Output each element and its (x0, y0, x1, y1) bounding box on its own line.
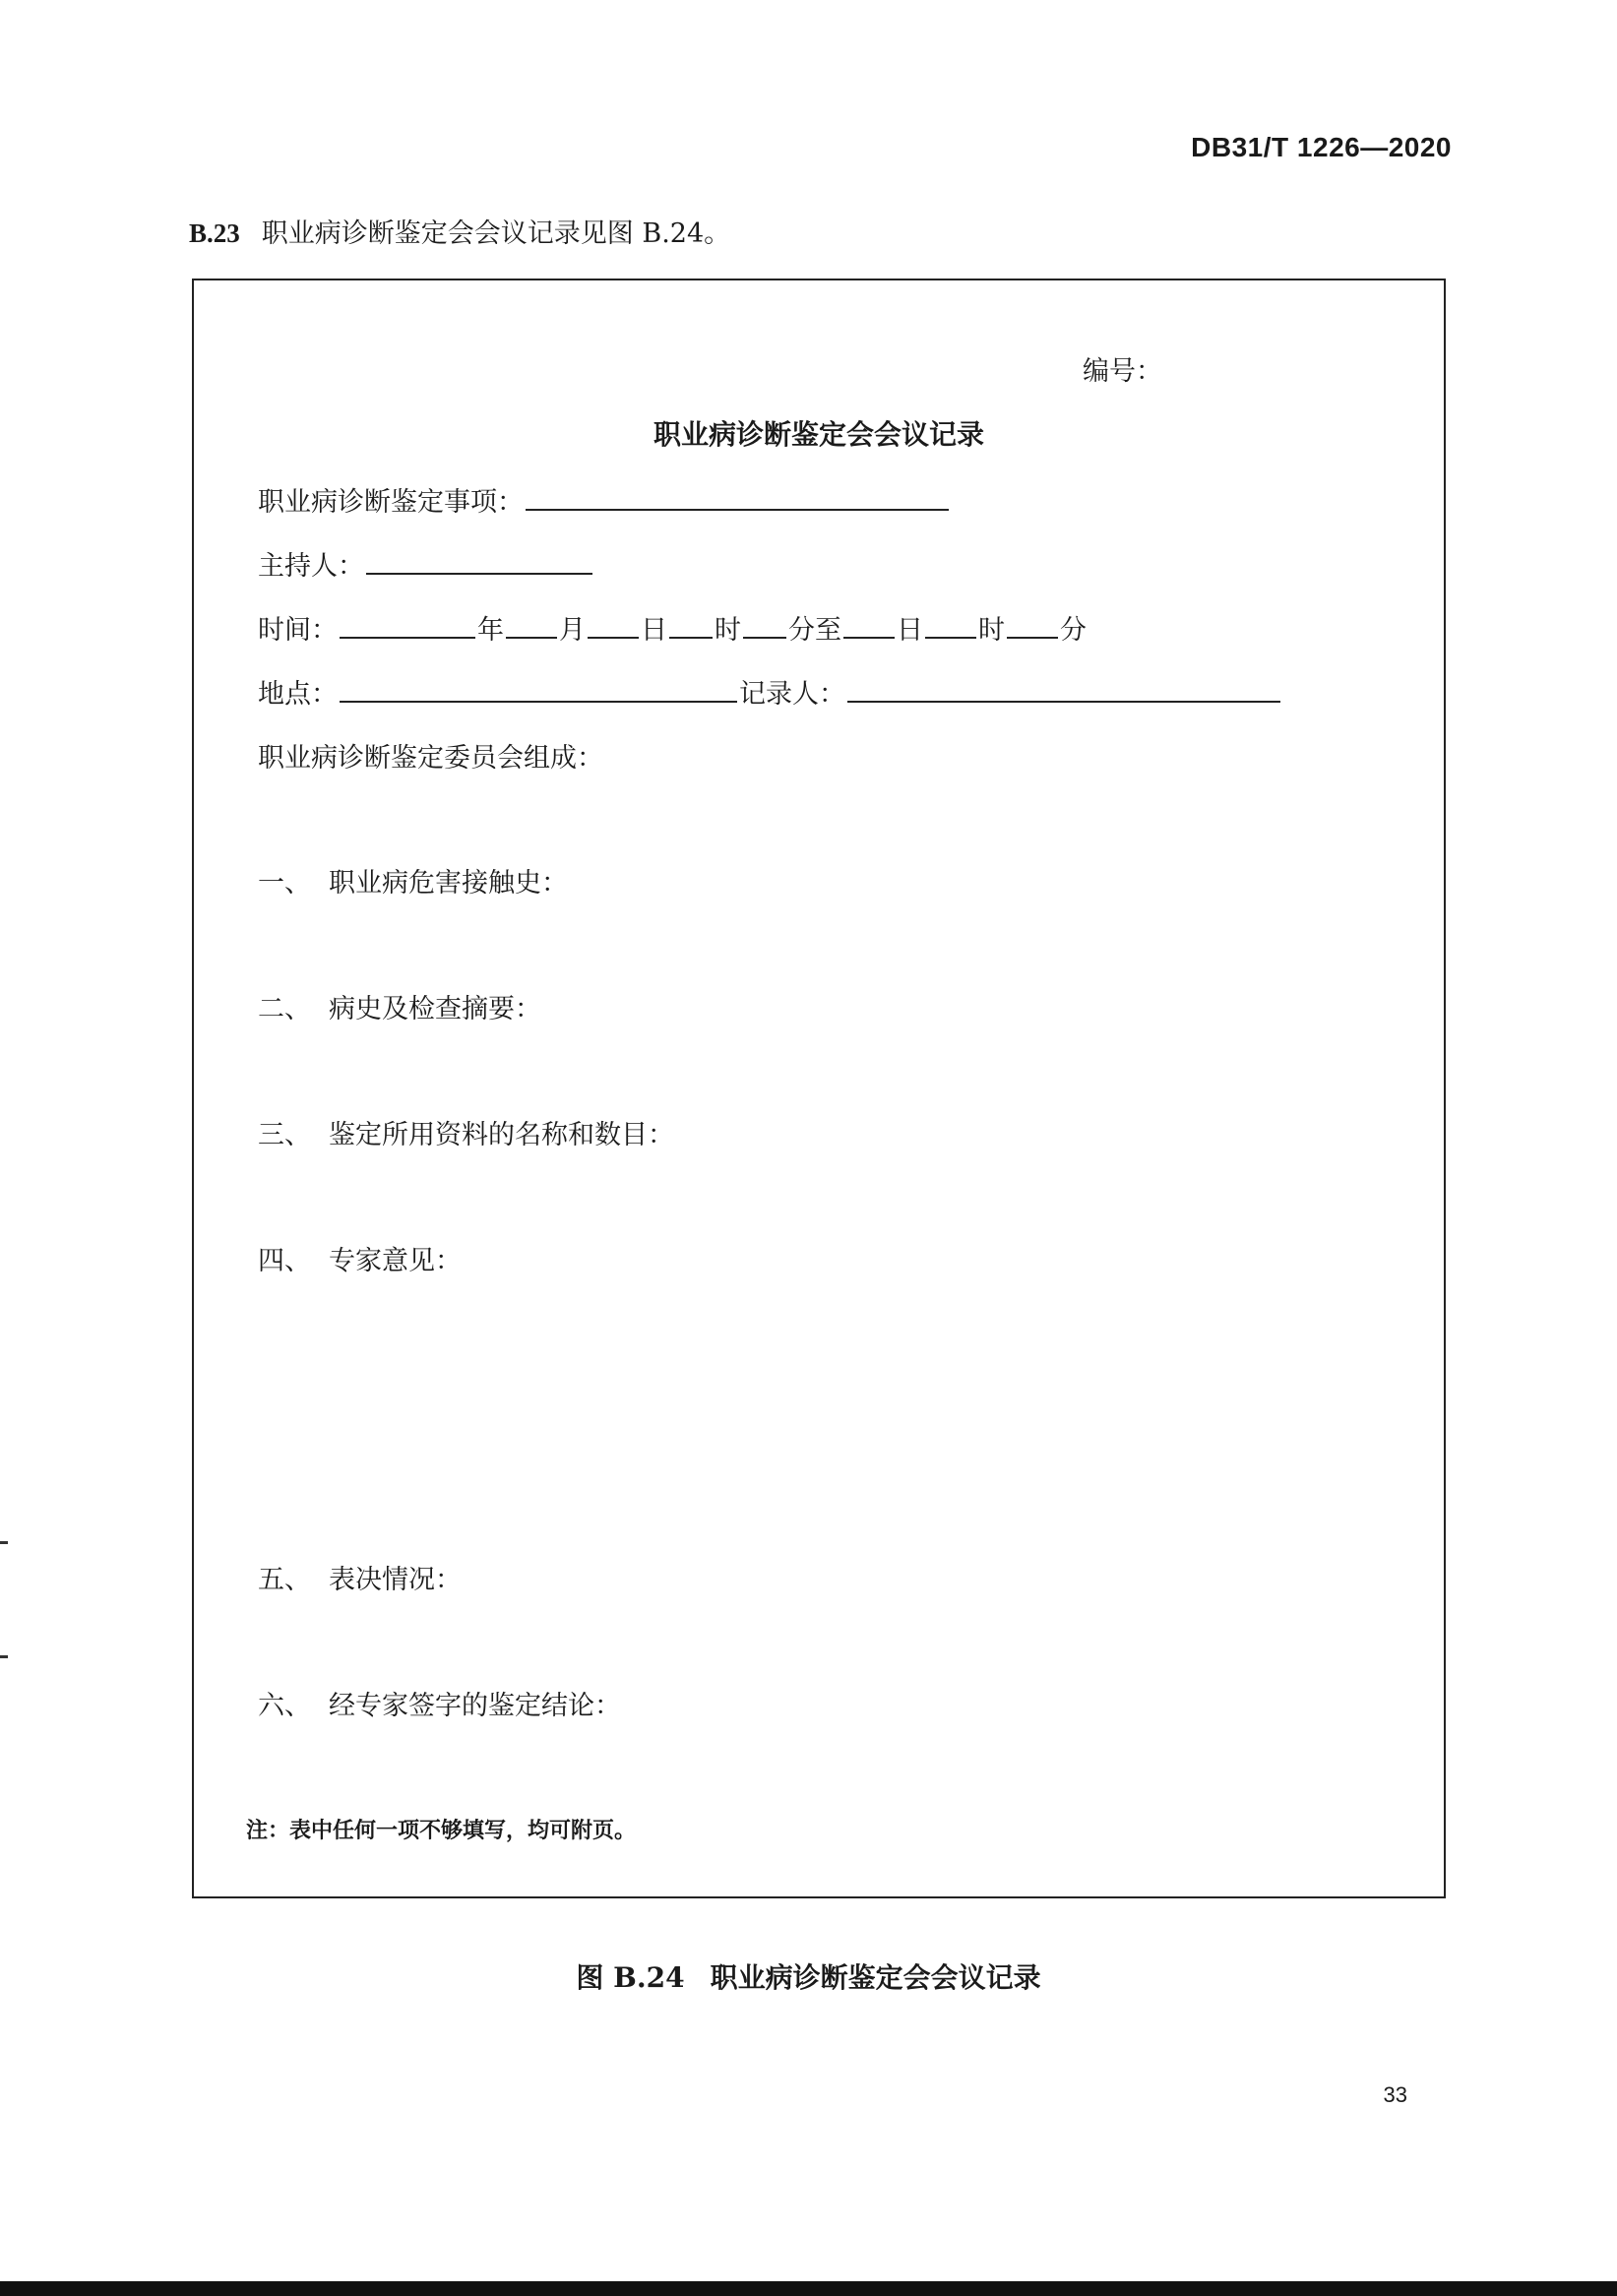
hour2-field[interactable] (925, 609, 976, 639)
minute-field[interactable] (743, 609, 786, 639)
month-field[interactable] (506, 609, 557, 639)
month-unit: 月 (559, 615, 586, 646)
section-voting (258, 1558, 462, 1596)
figure-number: 图 B.24 (576, 1961, 685, 1994)
recorder-label: 记录人： (739, 679, 845, 710)
section-number: B.23 (189, 218, 240, 248)
recorder-field[interactable] (847, 673, 1280, 703)
section-label: 职业病危害接触史： (329, 868, 568, 899)
section-index: 四、 (258, 1246, 311, 1276)
place-field[interactable] (340, 673, 737, 703)
time-row (258, 608, 1087, 647)
section-index: 五、 (258, 1565, 311, 1595)
section-exposure-history (258, 861, 568, 900)
place-row (258, 672, 1282, 711)
hour2-unit: 时 (978, 615, 1005, 646)
day2-unit: 日 (897, 615, 923, 646)
committee-row (258, 736, 603, 775)
time-label: 时间： (258, 615, 338, 646)
page-number: 33 (1383, 2082, 1407, 2107)
section-conclusion (258, 1684, 621, 1722)
document-code: DB31/T 1226—2020 (1191, 132, 1452, 162)
section-materials (258, 1113, 674, 1151)
place-label: 地点： (258, 679, 338, 710)
form-note: 注：表中任何一项不够填写，均可附页。 (246, 1818, 637, 1843)
form-frame (192, 279, 1446, 1898)
matter-row (258, 480, 951, 519)
section-medical-history (258, 987, 541, 1025)
section-index: 三、 (258, 1120, 311, 1150)
section-index: 一、 (258, 868, 311, 899)
scan-edge-mark (0, 1655, 8, 1658)
day2-field[interactable] (843, 609, 895, 639)
minute2-field[interactable] (1007, 609, 1058, 639)
committee-label: 职业病诊断鉴定委员会组成： (258, 743, 603, 774)
form-title: 职业病诊断鉴定会会议记录 (653, 418, 984, 451)
section-label: 表决情况： (329, 1565, 462, 1595)
day-unit: 日 (641, 615, 667, 646)
year-field[interactable] (340, 609, 475, 639)
section-index: 二、 (258, 994, 311, 1024)
host-field[interactable] (366, 545, 592, 575)
section-label: 经专家签字的鉴定结论： (329, 1691, 621, 1721)
section-index: 六、 (258, 1691, 311, 1721)
section-intro (189, 212, 730, 250)
section-label: 病史及检查摘要： (329, 994, 541, 1024)
section-label: 鉴定所用资料的名称和数目： (329, 1120, 674, 1150)
section-text: 职业病诊断鉴定会会议记录见图 B.24。 (261, 218, 731, 249)
hour-field[interactable] (669, 609, 713, 639)
hour-unit: 时 (715, 615, 741, 646)
matter-label: 职业病诊断鉴定事项： (258, 487, 524, 518)
minute-to-unit: 分至 (788, 615, 841, 646)
scan-bottom-edge (0, 2281, 1617, 2296)
year-unit: 年 (477, 615, 504, 646)
matter-field[interactable] (526, 481, 949, 511)
section-label: 专家意见： (329, 1246, 462, 1276)
host-row (258, 544, 594, 583)
minute2-unit: 分 (1060, 615, 1087, 646)
scan-edge-mark (0, 1541, 8, 1544)
figure-title: 职业病诊断鉴定会会议记录 (710, 1961, 1041, 1994)
serial-number-label: 编号： (1083, 356, 1162, 387)
figure-caption (0, 1956, 1617, 1996)
day-field[interactable] (588, 609, 639, 639)
host-label: 主持人： (258, 551, 364, 582)
section-expert-opinion (258, 1239, 462, 1277)
